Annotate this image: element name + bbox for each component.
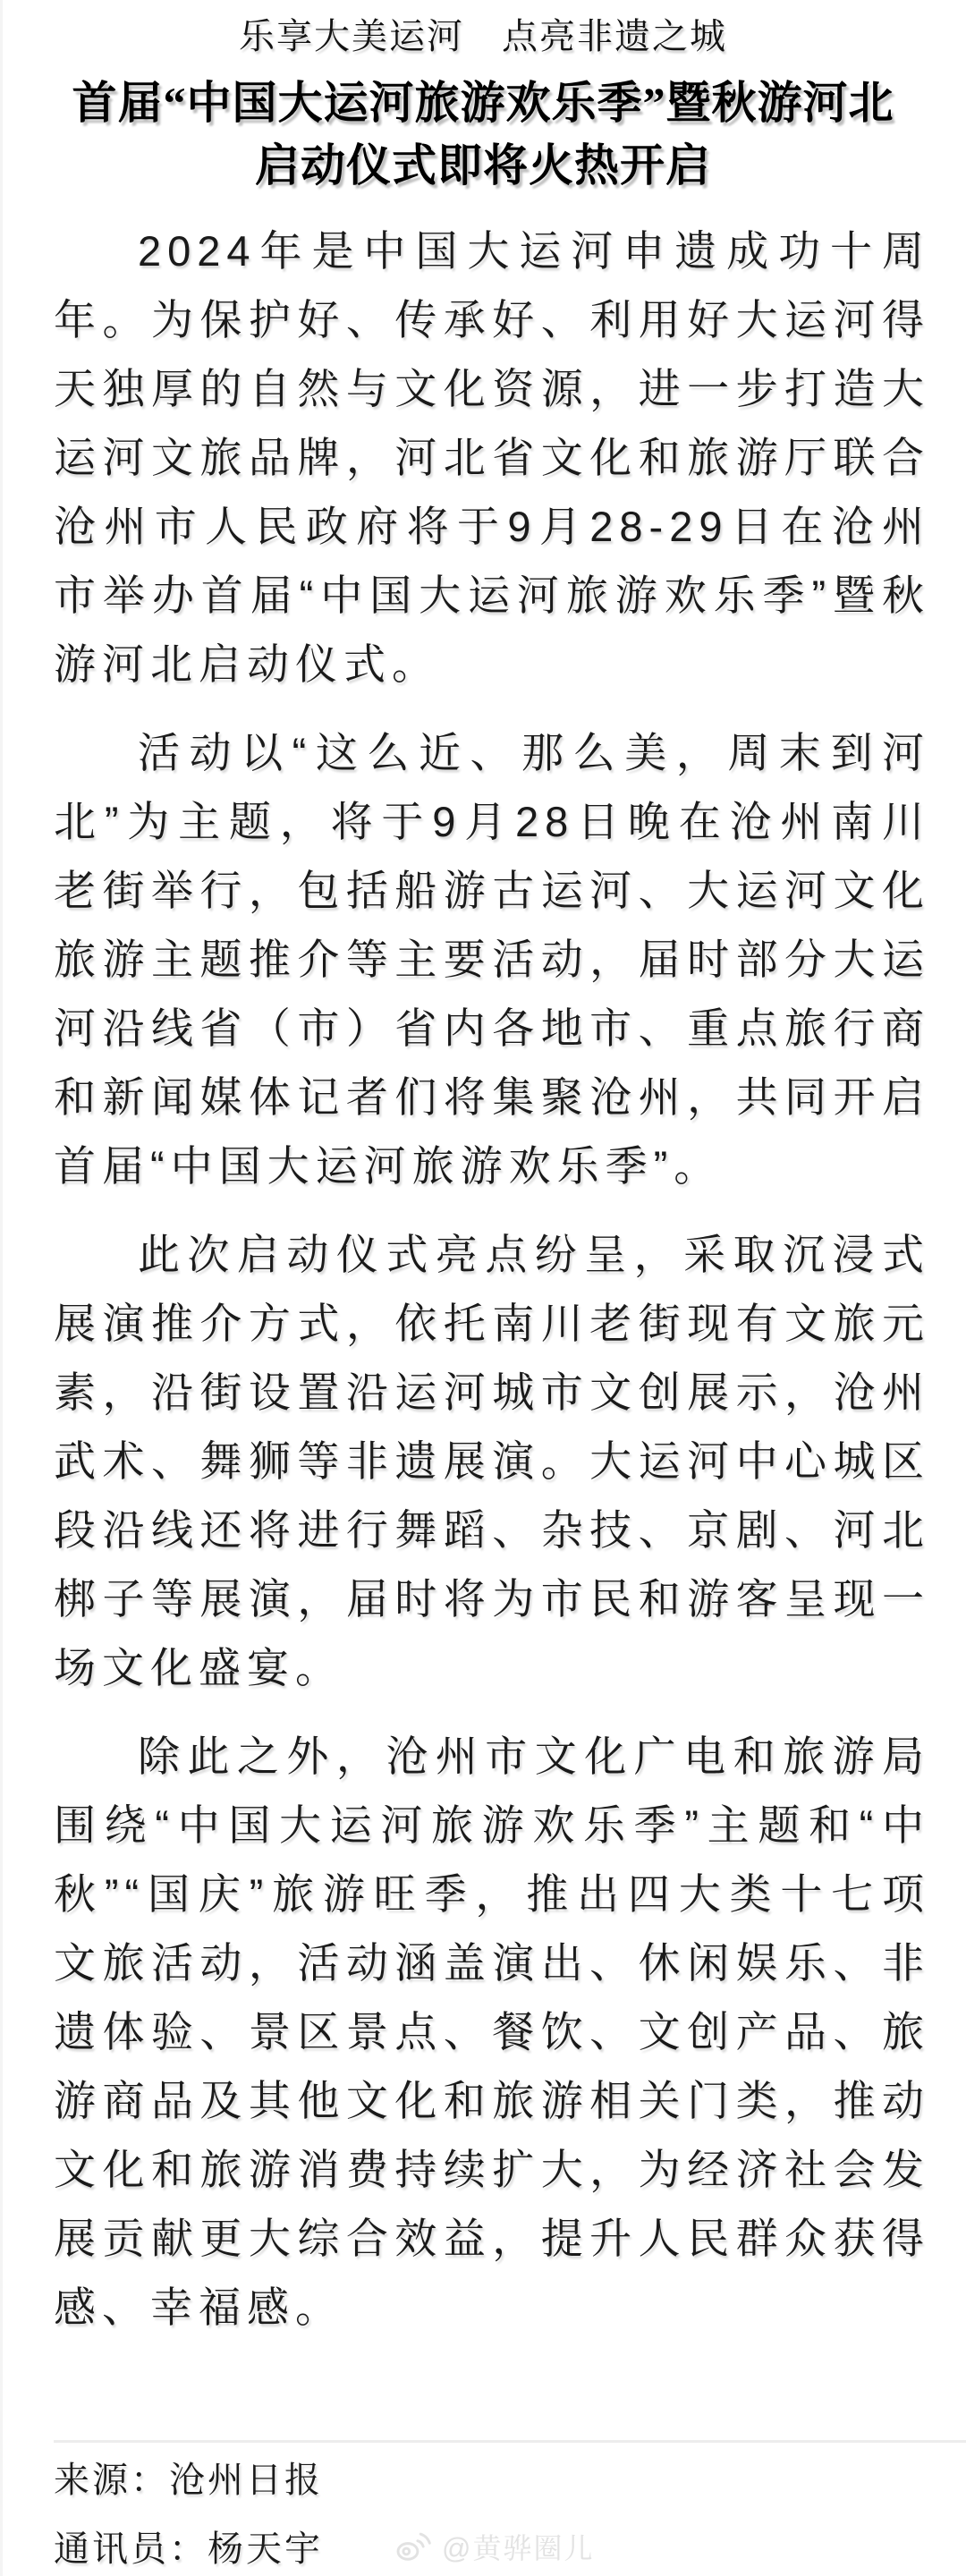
watermark-handle: @黄骅圈儿 xyxy=(442,2532,595,2564)
paragraph-1: 2024年是中国大运河申遗成功十周年。为保护好、传承好、利用好大运河得天独厚的自然与文化资源，进一步打造大运河文旅品牌，河北省文化和旅游厅联合沧州市人民政府将于9月28-29日在沧州市举办首届“中国大运河旅游欢乐季”暨秋游河北启动仪式。 xyxy=(54,227,930,688)
correspondent-line: 通讯员：杨天宇 xyxy=(54,2529,323,2569)
footer-divider xyxy=(54,2440,966,2443)
article-title xyxy=(0,72,966,197)
article-title-line-1: 首届“中国大运河旅游欢乐季”暨秋游河北 xyxy=(72,78,894,128)
source-line: 来源：沧州日报 xyxy=(54,2461,323,2500)
paragraph-4: 除此之外，沧州市文化广电和旅游局围绕“中国大运河旅游欢乐季”主题和“中秋”“国庆”旅游旺季，推出四大类十七项文旅活动，活动涵盖演出、休闲娱乐、非遗体验、景区景点、餐饮、文创产品、旅游商品及其他文化和旅游相关门类，推动文化和旅游消费持续扩大，为经济社会发展贡献更大综合效益，提升人民群众获得感、幸福感。 xyxy=(54,1733,930,2331)
paragraph-3: 此次启动仪式亮点纷呈，采取沉浸式展演推介方式，依托南川老街现有文旅元素，沿街设置沿运河城市文创展示，沧州武术、舞狮等非遗展演。大运河中心城区段沿线还将进行舞蹈、杂技、京剧、河北梆子等展演，届时将为市民和游客呈现一场文化盛宴。 xyxy=(54,1231,930,1691)
article-header xyxy=(0,0,966,197)
weibo-icon xyxy=(394,2529,431,2563)
article-title-line-2: 启动仪式即将火热开启 xyxy=(255,140,711,191)
weibo-watermark xyxy=(394,2526,595,2567)
article-tagline: 乐享大美运河 点亮非遗之城 xyxy=(239,16,727,56)
paragraph-2: 活动以“这么近、那么美，周末到河北”为主题，将于9月28日晚在沧州南川老街举行，包括船游古运河、大运河文化旅游主题推介等主要活动，届时部分大运河沿线省（市）省内各地市、重点旅行商和新闻媒体记者们将集聚沧州，共同开启首届“中国大运河旅游欢乐季”。 xyxy=(54,729,930,1190)
article-body xyxy=(54,216,930,2342)
